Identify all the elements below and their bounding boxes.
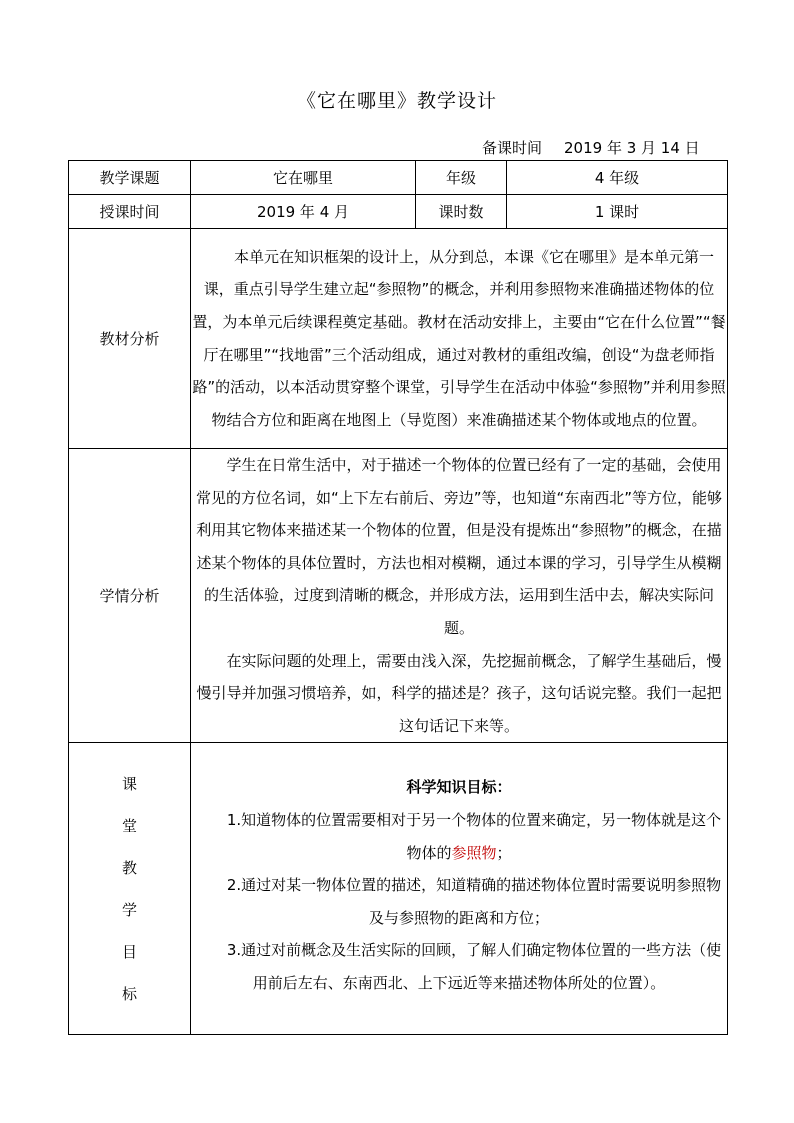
periods-value: 1 课时 [507,195,728,229]
material-analysis-text: 本单元在知识框架的设计上，从分到总，本课《它在哪里》是本单元第一课，重点引导学生建立起“参照物”的概念，并利用参照物来准确描述物体的位置，为本单元后续课程奠定基础。教材在活动安排上，主要由“它在什么位置”“餐厅在哪里”“找地雷”三个活动组成，通过对教材的重组改编，创设“为盘老师指路”的活动，以本活动贯穿整个课堂，引导学生在活动中体验“参照物”并利用参照物结合方位和距离在地图上（导览图）来准确描述某个物体或地点的位置。 [192,247,726,429]
table-row [69,449,728,743]
goal-item-1 [191,804,727,869]
grade-value: 4 年级 [507,161,728,195]
goals-label-char: 课 [121,774,137,793]
learner-analysis-label: 学情分析 [69,449,191,743]
goal-item-3: 3.通过对前概念及生活实际的回顾，了解人们确定物体位置的一些方法（使用前后左右、东南西北、上下远近等来描述物体所处的位置）。 [226,941,722,992]
goals-label-char: 目 [121,942,137,961]
goals-heading: 科学知识目标： [406,778,512,797]
learner-analysis-para1: 学生在日常生活中，对于描述一个物体的位置已经有了一定的基础，会使用常见的方位名词，如“上下左右前后、旁边”等，也知道“东南西北”等方位，能够利用其它物体来描述某一个物体的位置，但是没有提炼出“参照物”的概念，在描述某个物体的具体位置时，方法也相对模糊，通过本课的学习，引导学生从模糊的生活体验，过度到清晰的概念，并形成方法，运用到生活中去，解决实际问题。 [195,456,723,637]
periods-label: 课时数 [416,195,507,229]
prep-time-label: 备课时间 [482,139,543,157]
material-analysis-cell [191,229,728,449]
topic-label: 教学课题 [69,161,191,195]
goals-label-char: 教 [121,858,137,877]
table-row [69,195,728,229]
prep-time-date: 2019 年 3 月 14 日 [564,139,700,157]
lesson-plan-table [68,160,728,1035]
prep-time-line [482,137,700,158]
goal-item-1-end: ； [496,843,512,862]
teach-time-label: 授课时间 [69,195,191,229]
goals-label-char: 堂 [121,816,137,835]
table-row [69,743,728,1035]
grade-label: 年级 [416,161,507,195]
goal-item-1-text: 1.知道物体的位置需要相对于另一个物体的位置来确定，另一物体就是这个物体的 [226,810,722,862]
goals-label-char: 学 [121,900,137,919]
teach-time-value: 2019 年 4 月 [191,195,416,229]
topic-value: 它在哪里 [191,161,416,195]
goal-item-2: 2.通过对某一物体位置的描述，知道精确的描述物体位置时需要说明参照物及与参照物的距离和方位； [226,876,722,927]
table-row [69,161,728,195]
learner-analysis-para2: 在实际问题的处理上，需要由浅入深，先挖掘前概念，了解学生基础后，慢慢引导并加强习惯培养，如，科学的描述是？孩子，这句话说完整。我们一起把这句话记下来等。 [196,651,722,735]
table-row [69,229,728,449]
classroom-goals-label [69,743,191,1035]
learner-analysis-cell [191,449,728,743]
classroom-goals-cell [191,743,728,1035]
goals-label-char: 标 [121,984,137,1003]
reference-object-term: 参照物 [451,843,497,862]
material-analysis-label: 教材分析 [69,229,191,449]
document-title: 《它在哪里》教学设计 [296,90,497,112]
